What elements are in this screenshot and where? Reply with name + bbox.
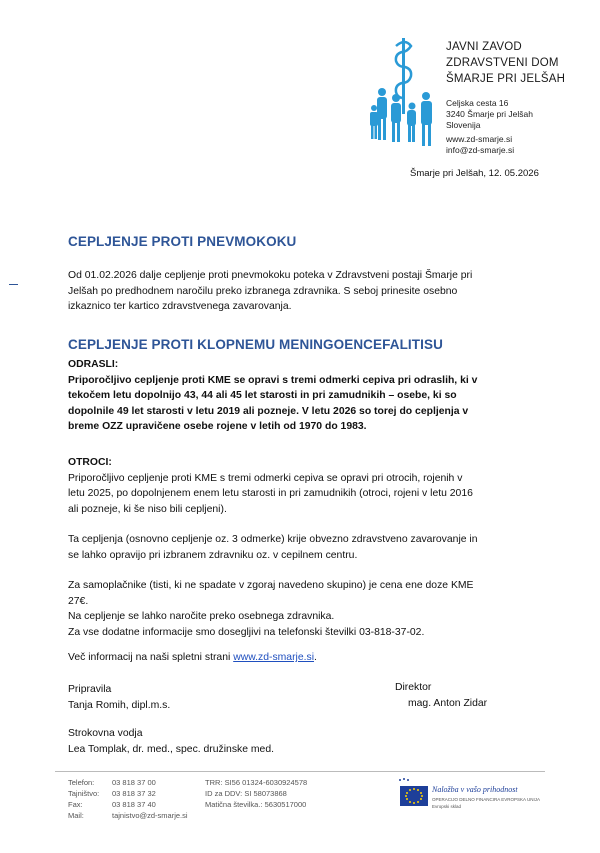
section-title-tbe: CEPLJENJE PROTI KLOPNEMU MENINGOENCEFALITISU xyxy=(68,337,443,352)
org-name-line2: ZDRAVSTVENI DOM xyxy=(446,57,559,69)
website-link[interactable]: www.zd-smarje.si xyxy=(233,652,315,663)
children-line1: Priporočljivo cepljenje proti KME s tremi odmerki cepiva se opravi pri otrocih, rojenih v xyxy=(68,472,463,484)
fax-label: Fax: xyxy=(68,800,83,809)
pneumococcal-paragraph xyxy=(68,268,530,315)
more-info-end: . xyxy=(314,652,317,663)
insurance-line2: se lahko opravijo pri izbranem zdravniku oz. v cepilnem centru. xyxy=(68,549,358,561)
maticna: Matična številka.: 5630517000 xyxy=(205,800,307,809)
children-line2: letu 2025, po dopolnjenem enem letu starosti in pri zamudnikih (otroci, rojeni v letu 2016 xyxy=(68,488,473,499)
margin-marker xyxy=(9,284,18,285)
document-date: Šmarje pri Jelšah, 12. 05.2026 xyxy=(410,168,539,179)
adults-block xyxy=(68,357,530,435)
header-email[interactable]: info@zd-smarje.si xyxy=(446,145,515,155)
footer-rule xyxy=(55,771,545,772)
sec-value: 03 818 37 32 xyxy=(112,789,156,798)
mail-value[interactable]: tajnistvo@zd-smarje.si xyxy=(112,811,188,820)
adults-line2: tekočem letu dopolnijo 43, 44 ali 45 let starosti in pri zamudnikih – osebe, ki so xyxy=(68,390,457,401)
pneumo-line2: Jelšah po predhodnem naročilu preko izbranega zdravnika. S seboj prinesite osebno xyxy=(68,285,458,297)
adults-line4: breme OZZ upravičene osebe rojene v letih od 1970 do 1983. xyxy=(68,421,367,432)
address-city: 3240 Šmarje pri Jelšah xyxy=(446,109,533,119)
eu-flag-icon xyxy=(398,777,430,811)
adults-line1: Priporočljivo cepljenje proti KME se opravi s tremi odmerki cepiva pri odraslih, ki v xyxy=(68,374,478,386)
section-title-pneumococcal: CEPLJENJE PROTI PNEVMOKOKU xyxy=(68,234,297,249)
ddv: ID za DDV: SI 58073868 xyxy=(205,789,287,798)
children-block xyxy=(68,455,530,517)
tel-value: 03 818 37 00 xyxy=(112,778,156,787)
medical-lead xyxy=(68,726,274,758)
eu-line2: Evropski sklad xyxy=(432,804,462,809)
adults-line3: dopolnile 49 let starosti v letu 2019 ali pozneje. V letu 2026 so torej do cepljenja v xyxy=(68,405,469,417)
insurance-line1: Ta cepljenja (osnovno cepljenje oz. 3 odmerke) krije obvezno zdravstveno zavarovanje in xyxy=(68,534,478,545)
insurance-block xyxy=(68,532,530,563)
footer-labels xyxy=(68,777,99,821)
eu-slogan: Naložba v vašo prihodnost xyxy=(432,785,518,794)
more-info-line xyxy=(68,650,530,666)
order-line: Na cepljenje se lahko naročite preko osebnega zdravnika. xyxy=(68,611,335,622)
zd-smarje-logo xyxy=(366,36,444,154)
tel-label: Telefon: xyxy=(68,778,95,787)
address-street: Celjska cesta 16 xyxy=(446,98,509,108)
eu-line1: OPERACIJO DELNO FINANCIRA EVROPSKA UNIJA xyxy=(432,797,541,802)
fax-value: 03 818 37 40 xyxy=(112,800,156,809)
pneumo-line3: izkaznico ter kartico zdravstvenega zavarovanja. xyxy=(68,301,292,312)
more-info-text: Več informacij na naši spletni strani xyxy=(68,652,234,663)
selfpay-line2: 27€. xyxy=(68,595,89,607)
prepared-by xyxy=(68,682,170,714)
director-name: mag. Anton Zidar xyxy=(408,698,488,709)
footer-values xyxy=(112,777,188,821)
children-label: OTROCI: xyxy=(68,457,112,468)
pneumo-line1: Od 01.02.2026 dalje cepljenje proti pnevmokoku poteka v Zdravstveni postaji Šmarje pri xyxy=(68,270,473,281)
sec-label: Tajništvo: xyxy=(68,789,100,798)
footer-ids xyxy=(205,777,307,810)
org-name-line1: JAVNI ZAVOD xyxy=(446,41,522,53)
address-country: Slovenija xyxy=(446,120,481,130)
lead-name: Lea Tomplak, dr. med., spec. družinske med. xyxy=(68,744,274,755)
director-label: Direktor xyxy=(395,682,432,693)
mail-label: Mail: xyxy=(68,811,84,820)
selfpay-line1: Za samoplačnike (tisti, ki ne spadate v zgoraj navedeno skupino) je cena ene doze KME xyxy=(68,580,474,591)
children-line3: ali pozneje, ki še niso bili cepljeni). xyxy=(68,503,227,515)
phone-line: Za vse dodatne informacije smo dosegljivi na telefonski številki 03-818-37-02. xyxy=(68,626,425,638)
prepared-name: Tanja Romih, dipl.m.s. xyxy=(68,700,171,711)
trr: TRR: SI56 01324-6030924578 xyxy=(205,778,308,787)
lead-label: Strokovna vodja xyxy=(68,728,143,739)
header-website[interactable]: www.zd-smarje.si xyxy=(446,134,513,144)
prepared-label: Pripravila xyxy=(68,684,112,695)
org-name-line3: ŠMARJE PRI JELŠAH xyxy=(446,73,566,85)
adults-label: ODRASLI: xyxy=(68,359,119,370)
selfpay-block xyxy=(68,578,530,640)
